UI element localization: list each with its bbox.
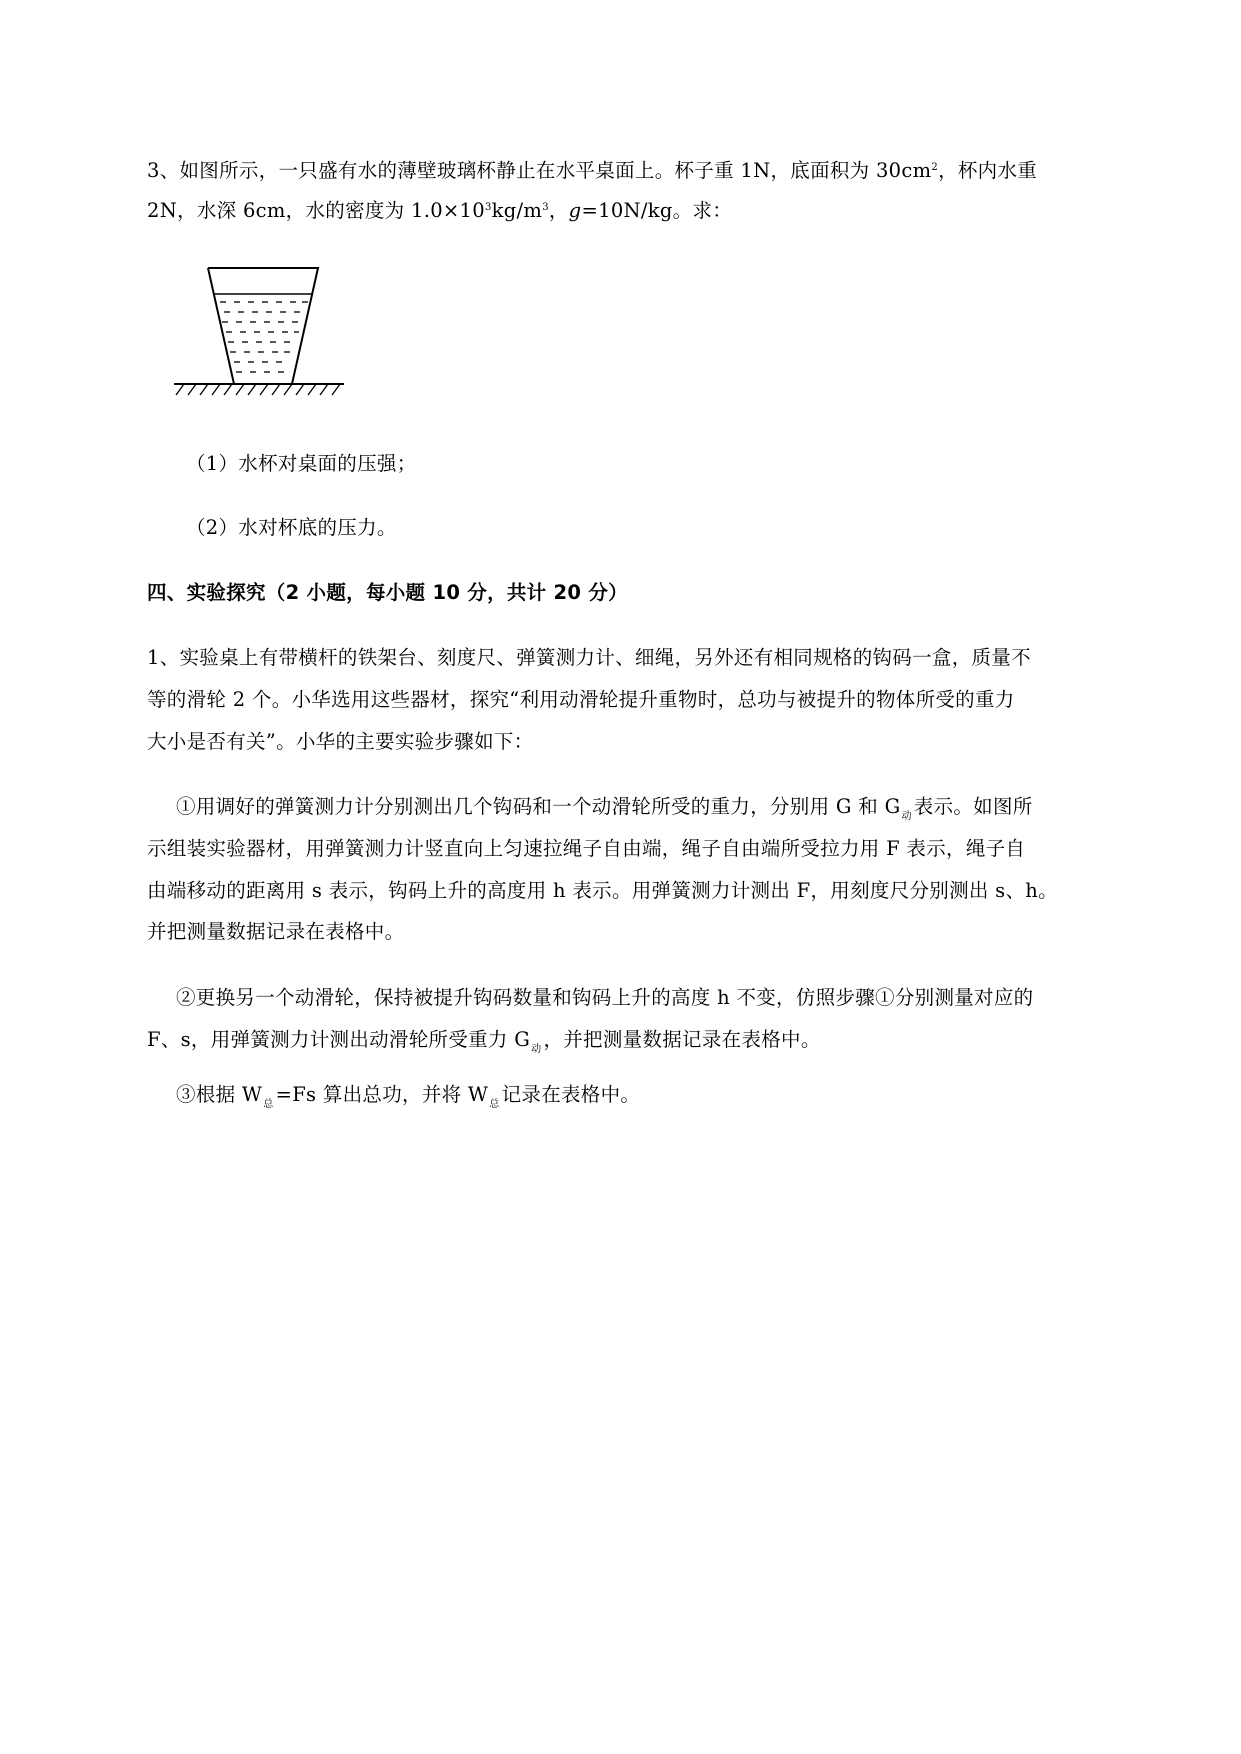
subscript: 动 [901,811,912,822]
question-3-text: =10N/kg。求： [581,199,733,222]
cup-outline [208,268,318,384]
subscript: 动 [531,1044,542,1055]
superscript: 2 [931,162,939,173]
superscript: 3 [542,202,549,213]
question-3-text-tail: ，杯内水重 [938,159,1038,182]
question-3-text: 2N，水深 6cm，水的密度为 1.0×10 [147,199,485,222]
glass-of-water-on-table-icon [172,264,350,396]
unit-text: kg/m [491,199,543,222]
step-1-line-4: 并把测量数据记录在表格中。 [147,920,405,943]
superscript: 3 [484,202,492,213]
step-3-text: ③根据 W [176,1083,263,1106]
subscript: 总 [263,1099,274,1110]
step-1-line-2: 示组装实验器材，用弹簧测力计竖直向上匀速拉绳子自由端，绳子自由端所受拉力用 F 表示，绳子自 [147,837,1026,860]
question-3-sub-1: （1）水杯对桌面的压强； [186,452,417,475]
water-dashes [220,302,308,372]
section-4-heading: 四、实验探究（2 小题，每小题 10 分，共计 20 分） [147,581,628,604]
question-3-line-1 [147,158,1037,188]
punctuation: ， [548,199,569,222]
step-3-text: =Fs 算出总功，并将 W [275,1083,489,1106]
question-3-sub-2: （2）水对杯底的压力。 [186,516,397,539]
step-1-line-3: 由端移动的距离用 s 表示，钩码上升的高度用 h 表示。用弹簧测力计测出 F，用刻度尺分别测出 s、h。 [147,879,1058,902]
question-3-line-2 [147,198,732,228]
step-1-text-tail: 表示。如图所 [913,795,1033,818]
step-1-line-1 [176,794,1033,824]
experiment-1-line-1: 1、实验桌上有带横杆的铁架台、刻度尺、弹簧测力计、细绳，另外还有相同规格的钩码一盒，质量不 [147,646,1031,669]
gravity-symbol: g [568,199,582,222]
step-3-text-tail: 记录在表格中。 [501,1083,641,1106]
step-2-text: F、s，用弹簧测力计测出动滑轮所受重力 G [147,1028,531,1051]
question-3-text: 3、如图所示，一只盛有水的薄壁玻璃杯静止在水平桌面上。杯子重 1N，底面积为 30cm [147,159,932,182]
experiment-1-line-2: 等的滑轮 2 个。小华选用这些器材，探究“利用动滑轮提升重物时，总功与被提升的物体所受的重力 [147,688,1015,711]
step-1-text: ①用调好的弹簧测力计分别测出几个钩码和一个动滑轮所受的重力，分别用 G 和 G [176,795,901,818]
step-2-line-1: ②更换另一个动滑轮，保持被提升钩码数量和钩码上升的高度 h 不变，仿照步骤①分别测量对应的 [176,986,1034,1009]
subscript: 总 [489,1099,500,1110]
experiment-1-line-3: 大小是否有关”。小华的主要实验步骤如下： [147,730,534,753]
step-2-text-tail: ，并把测量数据记录在表格中。 [543,1028,821,1051]
step-3-line [176,1082,640,1112]
step-2-line-2 [147,1027,821,1057]
table-hatching [176,384,340,395]
